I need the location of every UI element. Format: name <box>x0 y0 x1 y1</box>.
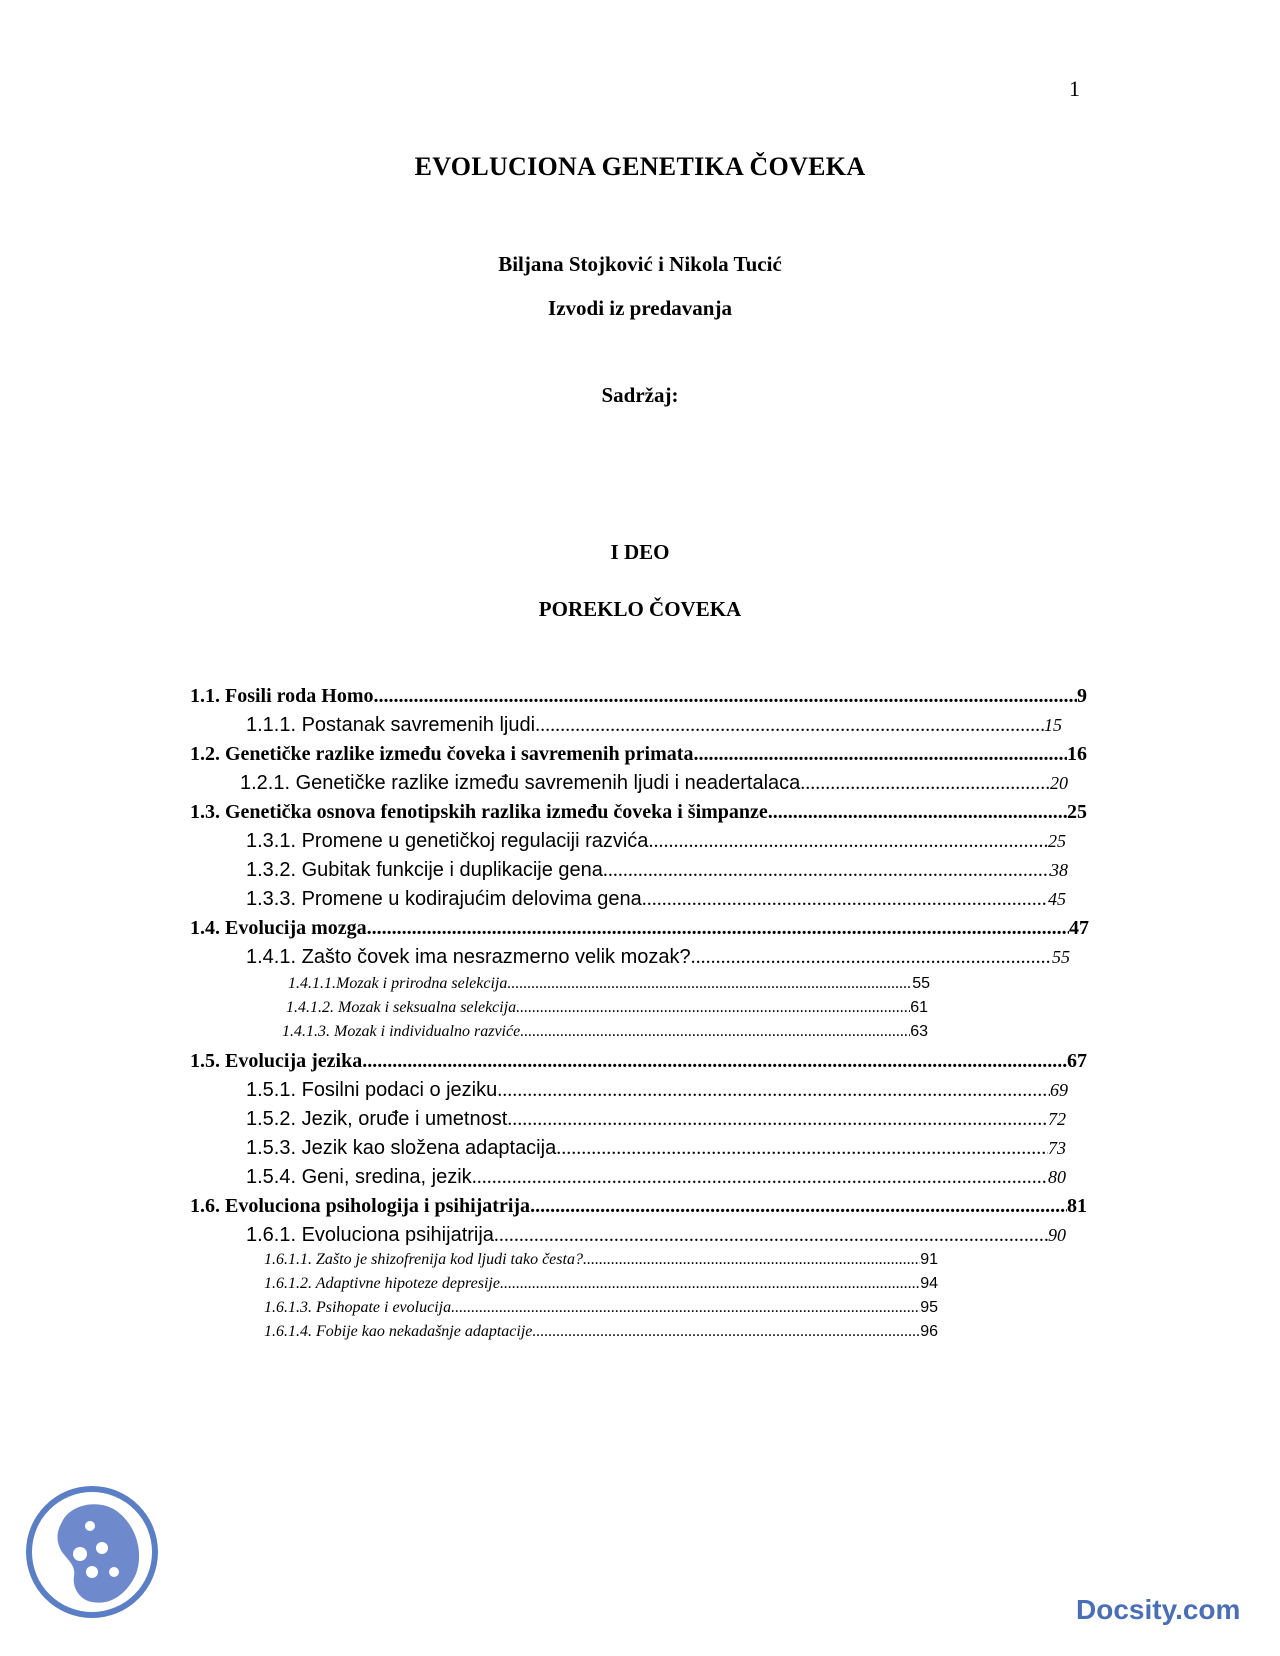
toc-entry[interactable]: 1.5.3. Jezik kao složena adaptacija ..... 73 <box>246 1137 1066 1160</box>
toc-entry[interactable]: 1.6.1.1. Zašto je shizofrenija kod ljudi tako česta? ..... 91 <box>264 1251 938 1269</box>
toc-entry[interactable]: 1.2.1. Genetičke razlike između savremenih ljudi i neadertalaca ..... 20 <box>240 772 1068 795</box>
authors: Biljana Stojković i Nikola Tucić <box>498 252 782 276</box>
toc-entry[interactable]: 1.5.4. Geni, sredina, jezik ..... 80 <box>246 1166 1066 1189</box>
toc-entry[interactable]: 1.6.1.2. Adaptivne hipoteze depresije ..... 94 <box>264 1275 938 1293</box>
page-number: 1 <box>1069 76 1080 101</box>
toc-entry[interactable]: 1.3. Genetička osnova fenotipskih razlika između čoveka i šimpanze ..... 25 <box>190 801 1087 824</box>
toc-entry[interactable]: 1.3.3. Promene u kodirajućim delovima gena ..... 45 <box>246 888 1066 911</box>
toc-entry[interactable]: 1.4.1. Zašto čovek ima nesrazmerno velik mozak? ..... 55 <box>246 946 1070 969</box>
toc-entry[interactable]: 1.1. Fosili roda Homo ..... 9 <box>190 685 1087 708</box>
docsity-watermark[interactable]: Docsity.com <box>1076 1594 1241 1625</box>
toc-entry[interactable]: 1.5.1. Fosilni podaci o jeziku ..... 69 <box>246 1079 1068 1102</box>
toc-entry[interactable]: 1.5.2. Jezik, oruđe i umetnost ..... 72 <box>246 1108 1066 1131</box>
toc-entry[interactable]: 1.1.1. Postanak savremenih ljudi ..... 15 <box>246 714 1062 737</box>
toc-entry[interactable]: 1.6.1.4. Fobije kao nekadašnje adaptacije ..... 96 <box>264 1323 938 1341</box>
toc-entry[interactable]: 1.6.1.3. Psihopate i evolucija ..... 95 <box>264 1299 938 1317</box>
contents-heading: Sadržaj: <box>601 383 679 407</box>
part-label: I DEO <box>610 540 670 564</box>
toc-entry[interactable]: 1.3.2. Gubitak funkcije i duplikacije gena ..... 38 <box>246 859 1068 882</box>
toc-entry[interactable]: 1.4.1.3. Mozak i individualno razviće ..... 63 <box>282 1023 928 1041</box>
toc-entry[interactable]: 1.5. Evolucija jezika ..... 67 <box>190 1050 1087 1073</box>
toc-entry[interactable]: 1.4.1.2. Mozak i seksualna selekcija ..... 61 <box>286 999 928 1017</box>
docsity-logo-icon[interactable] <box>22 1482 162 1622</box>
toc-entry[interactable]: 1.6. Evoluciona psihologija i psihijatrija ..... 81 <box>190 1195 1087 1218</box>
toc-entry[interactable]: 1.3.1. Promene u genetičkoj regulaciji razvića ..... 25 <box>246 830 1066 853</box>
toc-entry[interactable]: 1.4. Evolucija mozga ..... 47 <box>190 917 1089 940</box>
toc-entry[interactable]: 1.2. Genetičke razlike između čoveka i savremenih primata ..... 16 <box>190 743 1087 766</box>
document-title: EVOLUCIONA GENETIKA ČOVEKA <box>414 152 866 181</box>
subtitle: Izvodi iz predavanja <box>548 296 732 320</box>
toc-entry[interactable]: 1.4.1.1.Mozak i prirodna selekcija ..... 55 <box>288 975 930 993</box>
part-title: POREKLO ČOVEKA <box>538 597 742 621</box>
toc-entry[interactable]: 1.6.1. Evoluciona psihijatrija ..... 90 <box>246 1224 1066 1247</box>
